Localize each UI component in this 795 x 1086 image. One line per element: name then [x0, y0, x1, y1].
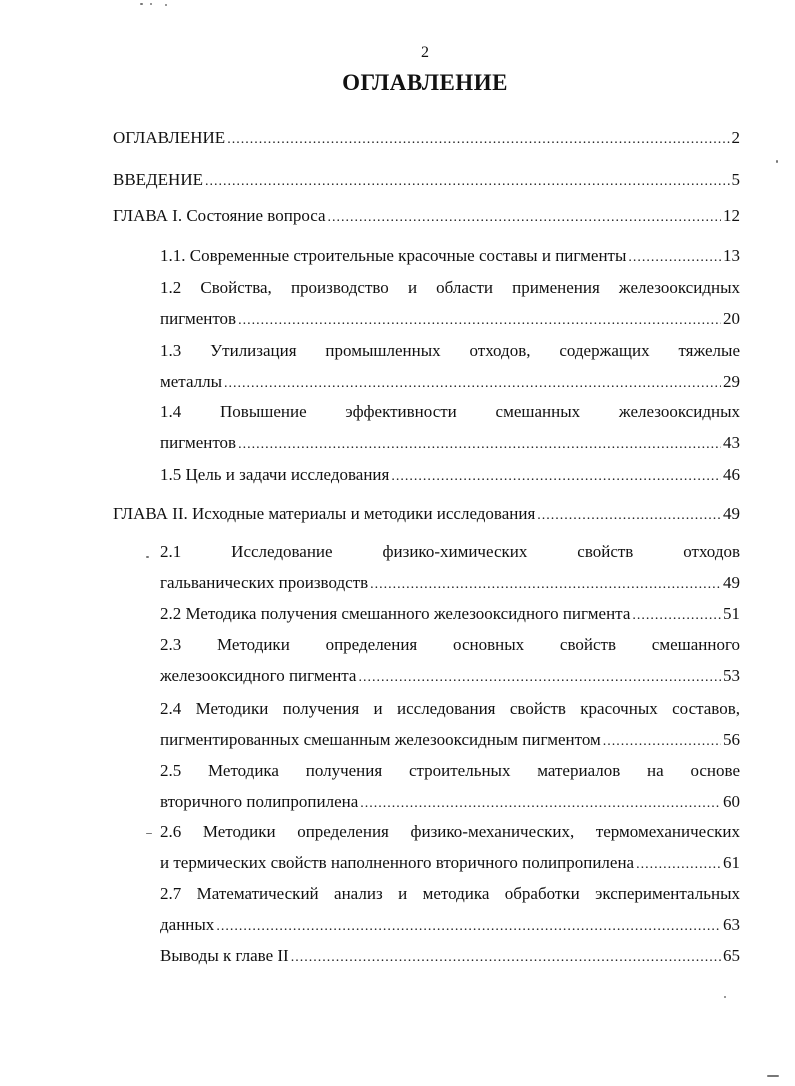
scan-speck: [146, 556, 149, 558]
toc-leader-dots: [632, 606, 721, 626]
toc-entry-title: Выводы к главе II: [160, 946, 289, 965]
toc-entry-chapter-2[interactable]: [113, 504, 740, 524]
toc-entry-1-5[interactable]: [160, 465, 740, 485]
toc-entry-title: ГЛАВА II. Исходные материалы и методики исследования: [113, 504, 536, 523]
toc-entry-title-line1: 2.3 Методики определения основных свойств смешанного: [160, 635, 740, 654]
toc-leader-dots: [370, 575, 721, 595]
toc-page-number: 5: [731, 170, 740, 189]
toc-page-number: 46: [723, 465, 740, 484]
scan-speck: [776, 160, 778, 163]
toc-entry-title-line1: 2.6 Методики определения физико-механических, термомеханических: [160, 822, 740, 841]
toc-page-number: 12: [723, 206, 740, 225]
toc-entry-2-7[interactable]: [160, 884, 740, 935]
toc-page-number: 2: [731, 128, 740, 147]
scan-speck: [146, 833, 152, 834]
scan-speck: [140, 3, 143, 5]
toc-entry-title-line1: 2.5 Методика получения строительных материалов на основе: [160, 761, 740, 780]
toc-entry-title-line1: 1.2 Свойства, производство и области применения железооксидных: [160, 278, 740, 297]
toc-leader-dots: [238, 435, 721, 455]
toc-entry-conclusions-2[interactable]: [160, 946, 740, 966]
toc-leader-dots: [238, 311, 721, 331]
toc-entry-title: пигментированных смешанным железооксидным пигментом: [160, 730, 601, 749]
page-number: 2: [421, 44, 429, 61]
toc-leader-dots: [328, 208, 721, 228]
toc-leader-dots: [224, 374, 721, 394]
toc-leader-dots: [636, 855, 721, 875]
toc-entry-title-line1: 2.7 Математический анализ и методика обработки экспериментальных: [160, 884, 740, 903]
toc-entry-title: пигментов: [160, 433, 237, 452]
toc-entry-title: пигментов: [160, 309, 237, 328]
toc-leader-dots: [360, 794, 721, 814]
toc-entry-1-4[interactable]: [160, 402, 740, 453]
toc-entry-2-6[interactable]: [160, 822, 740, 873]
toc-entry-chapter-1[interactable]: [113, 206, 740, 226]
toc-entry-1-2[interactable]: [160, 278, 740, 329]
toc-page-number: 13: [723, 246, 740, 265]
toc-entry-1-3[interactable]: [160, 341, 740, 392]
scan-speck: [767, 1075, 779, 1077]
toc-entry-title: 1.5 Цель и задачи исследования: [160, 465, 390, 484]
toc-page-number: 49: [723, 573, 740, 592]
toc-entry-title: 1.1. Современные строительные красочные составы и пигменты: [160, 246, 627, 265]
toc-entry-introduction[interactable]: [113, 170, 740, 190]
toc-entry-title-line1: 2.4 Методики получения и исследования свойств красочных составов,: [160, 699, 740, 718]
toc-leader-dots: [205, 172, 730, 192]
toc-entry-title: данных: [160, 915, 215, 934]
toc-page-number: 51: [723, 604, 740, 623]
toc-entry-contents[interactable]: [113, 128, 740, 148]
toc-entry-title: ГЛАВА I. Состояние вопроса: [113, 206, 326, 225]
toc-entry-title: железооксидного пигмента: [160, 666, 357, 685]
toc-leader-dots: [216, 917, 721, 937]
scan-speck: [150, 3, 152, 5]
toc-leader-dots: [358, 668, 721, 688]
toc-entry-title: металлы: [160, 372, 223, 391]
toc-leader-dots: [227, 130, 729, 150]
toc-entry-2-5[interactable]: [160, 761, 740, 812]
toc-page-number: 65: [723, 946, 740, 965]
toc-entry-title: ВВЕДЕНИЕ: [113, 170, 203, 189]
toc-entry-title: 2.2 Методика получения смешанного железооксидного пигмента: [160, 604, 631, 623]
toc-page-number: 49: [723, 504, 740, 523]
scan-speck: [165, 4, 167, 6]
page-title: ОГЛАВЛЕНИЕ: [342, 70, 508, 95]
toc-entry-2-1[interactable]: [160, 542, 740, 593]
toc-page-number: 56: [723, 730, 740, 749]
toc-page-number: 60: [723, 792, 740, 811]
toc-leader-dots: [537, 506, 721, 526]
toc-entry-2-2[interactable]: [160, 604, 740, 624]
toc-entry-2-3[interactable]: [160, 635, 740, 686]
toc-leader-dots: [391, 467, 721, 487]
toc-entry-title-line1: 2.1 Исследование физико-химических свойств отходов: [160, 542, 740, 561]
toc-page-number: 20: [723, 309, 740, 328]
scan-speck: [724, 996, 726, 998]
toc-entry-title: гальванических производств: [160, 573, 369, 592]
toc-page-number: 63: [723, 915, 740, 934]
toc-entry-title: вторичного полипропилена: [160, 792, 359, 811]
toc-entry-1-1[interactable]: [160, 246, 740, 266]
toc-entry-title: ОГЛАВЛЕНИЕ: [113, 128, 226, 147]
toc-entry-title-line1: 1.4 Повышение эффективности смешанных железооксидных: [160, 402, 740, 421]
toc-page-number: 53: [723, 666, 740, 685]
toc-entry-2-4[interactable]: [160, 699, 740, 750]
toc-page-number: 29: [723, 372, 740, 391]
toc-page-number: 61: [723, 853, 740, 872]
toc-entry-title-line1: 1.3 Утилизация промышленных отходов, содержащих тяжелые: [160, 341, 740, 360]
toc-leader-dots: [603, 732, 721, 752]
toc-page-number: 43: [723, 433, 740, 452]
toc-entry-title: и термических свойств наполненного вторичного полипропилена: [160, 853, 635, 872]
toc-leader-dots: [628, 248, 721, 268]
toc-leader-dots: [291, 948, 721, 968]
